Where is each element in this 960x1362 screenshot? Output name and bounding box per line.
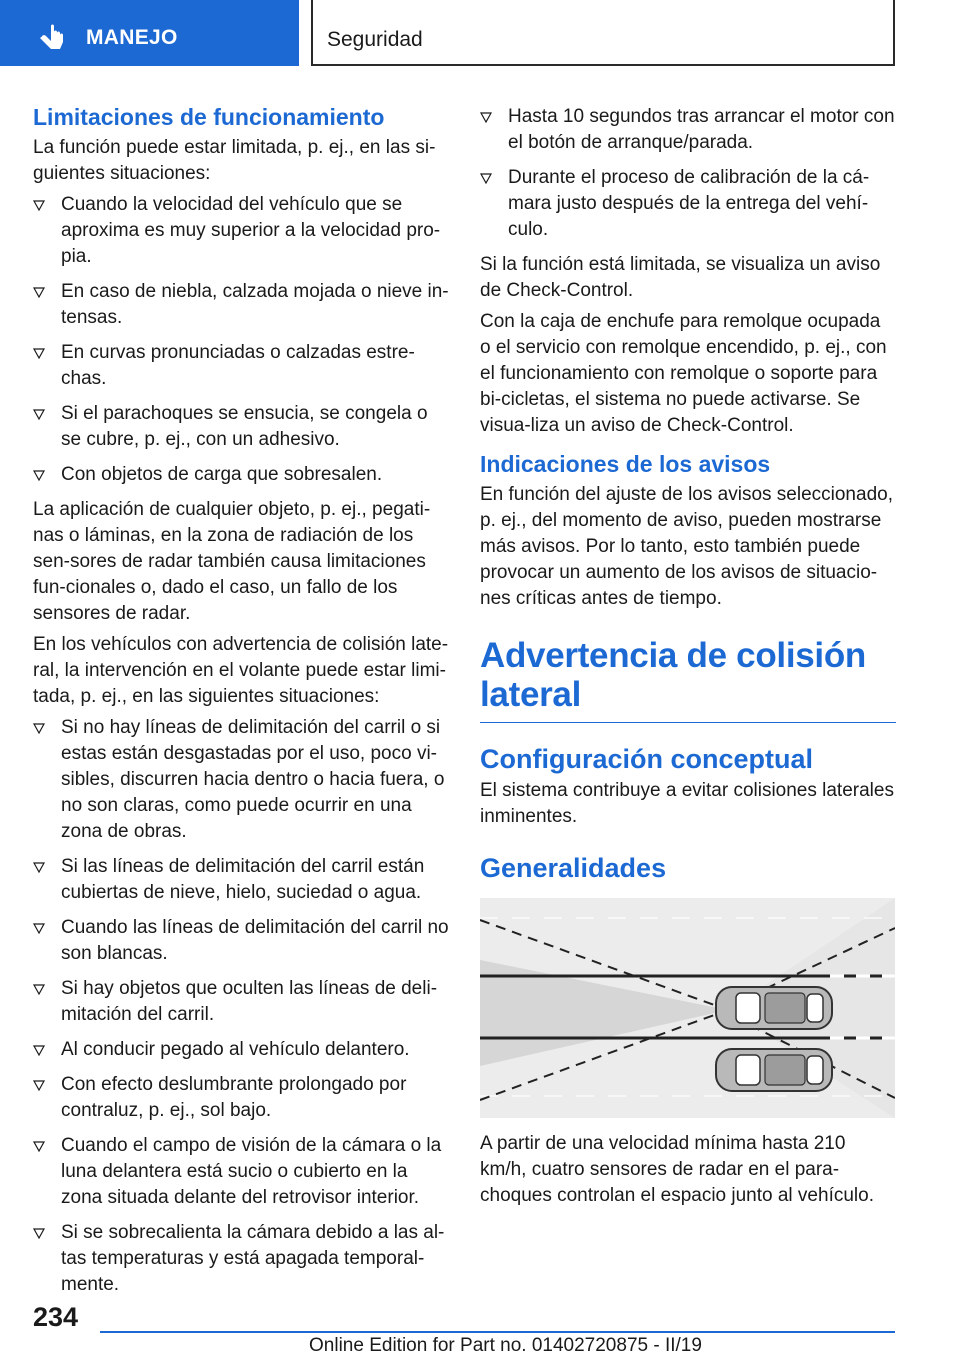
list-item: [33, 976, 449, 1028]
triangle-bullet-icon: [33, 470, 45, 481]
list-item-text: Cuando el campo de visión de la cámara o la luna delantera está sucio o cubierto en la zona situada delante del retrovisor interior.: [61, 1135, 442, 1208]
footer-edition: Online Edition for Part no. 01402720875 - II/19: [309, 1335, 702, 1356]
list-item-text: Hasta 10 segundos tras arrancar el motor con el botón de arranque/parada.: [508, 106, 895, 153]
paragraph-intro: La función puede estar limitada, p. ej., en las si-guientes situaciones:: [33, 137, 436, 184]
list-item: [33, 401, 449, 453]
heading-concept: Configuración conceptual: [480, 744, 814, 774]
list-item: [33, 1220, 449, 1298]
triangle-bullet-icon: [480, 173, 492, 184]
chapter-tab: [0, 0, 299, 66]
triangle-bullet-icon: [33, 1045, 45, 1056]
footer-divider: [100, 1331, 895, 1333]
triangle-bullet-icon: [33, 409, 45, 420]
triangle-bullet-icon: [33, 200, 45, 211]
list-item-text: Si se sobrecalienta la cámara debido a las al-tas temperaturas y está apagada temporal-mente.: [61, 1222, 445, 1295]
car-icon: [716, 987, 832, 1029]
heading-warnings: Indicaciones de los avisos: [480, 451, 771, 477]
page-header: [0, 0, 960, 66]
chapter-label: MANEJO: [86, 26, 178, 49]
radar-illustration: [480, 898, 895, 1118]
triangle-bullet-icon: [480, 112, 492, 123]
car-icon: [716, 1049, 832, 1091]
list-item-text: Si no hay líneas de delimitación del carril o si estas están desgastadas por el uso, poco vi-sibles, discurren hacia dentro o hacia fuera, o no son claras, como puede ocurrir en una zona de obras.: [61, 717, 445, 842]
list-item-text: Con objetos de carga que sobresalen.: [61, 464, 383, 485]
list-item: [33, 462, 449, 488]
list-item: [33, 279, 449, 331]
section-label: Seguridad: [327, 28, 423, 51]
list-item-text: En curvas pronunciadas o calzadas estre-chas.: [61, 342, 415, 389]
triangle-bullet-icon: [33, 984, 45, 995]
paragraph-limited: Si la función está limitada, se visualiza un aviso de Check-Control.: [480, 254, 881, 301]
paragraph-caption: A partir de una velocidad mínima hasta 210 km/h, cuatro sensores de radar en el para-choques controlan el espacio junto al vehículo.: [480, 1133, 874, 1206]
list-item: [33, 915, 449, 967]
hand-steering-icon: [36, 22, 66, 52]
list-item-text: Si las líneas de delimitación del carril están cubiertas de nieve, hielo, suciedad o agua.: [61, 856, 425, 903]
right-column: [480, 100, 896, 1214]
list-limitations: [33, 192, 449, 488]
heading-general: Generalidades: [480, 853, 667, 883]
triangle-bullet-icon: [33, 348, 45, 359]
triangle-bullet-icon: [33, 1080, 45, 1091]
list-item-text: Si hay objetos que oculten las líneas de deli-mitación del carril.: [61, 978, 438, 1025]
paragraph-trailer: Con la caja de enchufe para remolque ocupada o el servicio con remolque encendido, p. ej., con el funcionamiento con remolque o soporte para bi-cicletas, el sistema no puede activarse. Se visua-liza un aviso de Check-Control.: [480, 311, 887, 436]
list-item-text: En caso de niebla, calzada mojada o nieve in-tensas.: [61, 281, 449, 328]
left-column: [33, 100, 449, 1307]
list-item: [33, 1072, 449, 1124]
paragraph-objects: La aplicación de cualquier objeto, p. ej., pegati-nas o láminas, en la zona de radiación de los sen-sores de radar también causa limitaciones fun-cionales o, dado el caso, un fallo de los sensores de radar.: [33, 499, 431, 624]
list-inactive-periods: [480, 104, 896, 243]
paragraph-warnings: En función del ajuste de los avisos seleccionado, p. ej., del momento de aviso, pueden mostrarse más avisos. Por lo tanto, esto también puede provocar un aumento de los avisos de situacio-nes críticas antes de tiempo.: [480, 484, 893, 609]
triangle-bullet-icon: [33, 723, 45, 734]
list-item: [480, 165, 896, 243]
paragraph-concept: El sistema contribuye a evitar colisiones laterales inminentes.: [480, 780, 894, 827]
list-item-text: Durante el proceso de calibración de la cá-mara justo después de la entrega del vehí-culo.: [508, 167, 870, 240]
triangle-bullet-icon: [33, 287, 45, 298]
heading-main-lateral-warning: Advertencia de colisión lateral: [480, 636, 896, 723]
paragraph-vehicles: En los vehículos con advertencia de colisión late-ral, la intervención en el volante puede estar limi-tada, p. ej., en las siguientes situaciones:: [33, 634, 449, 707]
radar-diagram: [480, 898, 895, 1118]
triangle-bullet-icon: [33, 1141, 45, 1152]
page-number: 234: [33, 1302, 79, 1332]
list-item: [33, 192, 449, 270]
list-item-text: Si el parachoques se ensucia, se congela o se cubre, p. ej., con un adhesivo.: [61, 403, 428, 450]
triangle-bullet-icon: [33, 1228, 45, 1239]
list-item: [33, 715, 449, 845]
triangle-bullet-icon: [33, 923, 45, 934]
heading-limitations: Limitaciones de funcionamiento: [33, 104, 385, 130]
list-item-text: Cuando las líneas de delimitación del carril no son blancas.: [61, 917, 449, 964]
list-item-text: Al conducir pegado al vehículo delantero.: [61, 1039, 410, 1060]
list-item: [33, 1037, 449, 1063]
list-item: [480, 104, 896, 156]
triangle-bullet-icon: [33, 862, 45, 873]
list-item: [33, 1133, 449, 1211]
list-item: [33, 340, 449, 392]
list-steering-limitations: [33, 715, 449, 1298]
section-tab: [311, 0, 895, 66]
list-item: [33, 854, 449, 906]
list-item-text: Con efecto deslumbrante prolongado por contraluz, p. ej., sol bajo.: [61, 1074, 407, 1121]
list-item-text: Cuando la velocidad del vehículo que se aproxima es muy superior a la velocidad pro-pia.: [61, 194, 441, 267]
